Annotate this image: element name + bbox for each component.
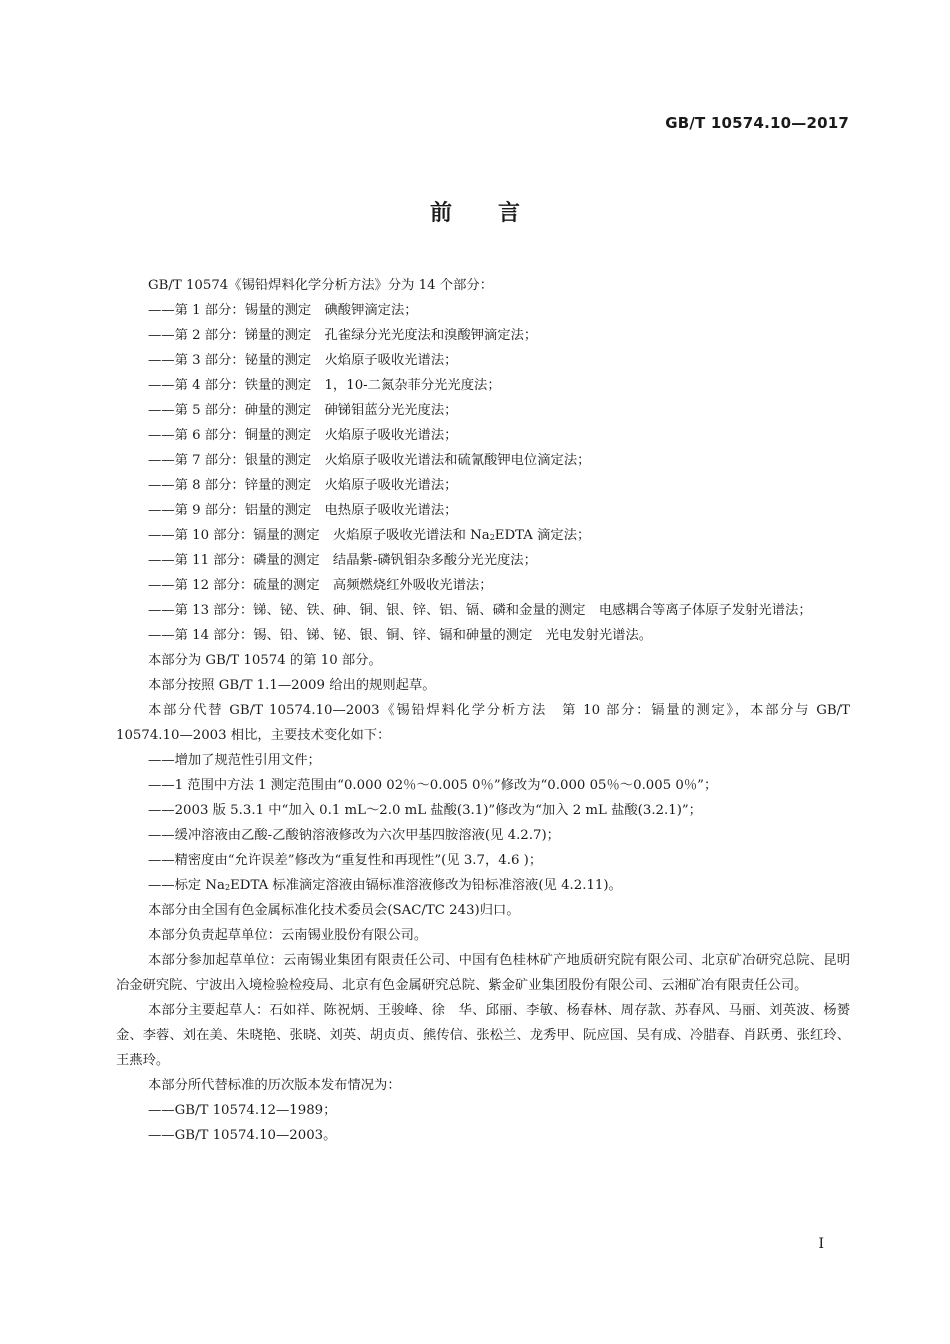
change-item-6: [116, 873, 850, 898]
part-item-4: ——第 4 部分：铁量的测定 1，10-二氮杂菲分光光度法；: [148, 378, 501, 393]
page-number: I: [818, 1236, 824, 1252]
change-item-5: ——精密度由“允许误差”修改为“重复性和再现性”(见 3.7，4.6 )；: [148, 853, 543, 868]
lead-unit-paragraph: 本部分负责起草单位：云南锡业股份有限公司。: [148, 928, 428, 943]
drafters-paragraph: 本部分主要起草人：石如祥、陈祝炳、王骏峰、徐 华、邱丽、李敏、杨春林、周存款、苏春风、马丽、刘英波、杨赟金、李蓉、刘在美、朱晓艳、张晓、刘英、胡贞贞、熊传信、张松兰、龙秀甲、阮应国、吴有成、冷腊春、肖跃勇、张红玲、王燕玲。: [116, 1003, 850, 1068]
part-item-1: ——第 1 部分：锡量的测定 碘酸钾滴定法；: [148, 303, 418, 318]
history-item-1: ——GB/T 10574.12—1989；: [148, 1103, 337, 1118]
standard-code: GB/T 10574.10—2017: [665, 114, 849, 132]
change-6-subscript: 2: [224, 883, 231, 892]
part-10-subscript: 2: [489, 533, 495, 542]
part-item-8: ——第 8 部分：锌量的测定 火焰原子吸收光谱法；: [148, 478, 458, 493]
history-paragraph: 本部分所代替标准的历次版本发布情况为：: [148, 1078, 401, 1093]
change-item-2: ——1 范围中方法 1 测定范围由“0.000 02％～0.005 0％”修改为“0.000 05％～0.005 0％”；: [148, 778, 718, 793]
page-title: 前言: [429, 201, 566, 226]
part-item-14: ——第 14 部分：锡、铅、锑、铋、银、铜、锌、镉和砷量的测定 光电发射光谱法。: [148, 628, 653, 643]
part-item-12: ——第 12 部分：硫量的测定 高频燃烧红外吸收光谱法；: [148, 578, 493, 593]
part-item-9: ——第 9 部分：铝量的测定 电热原子吸收光谱法；: [148, 503, 458, 518]
part-item-3: ——第 3 部分：铋量的测定 火焰原子吸收光谱法；: [148, 353, 458, 368]
participating-units-paragraph: 本部分参加起草单位：云南锡业集团有限责任公司、中国有色桂林矿产地质研究院有限公司、北京矿冶研究总院、昆明冶金研究院、宁波出入境检验检疫局、北京有色金属研究总院、紫金矿业集团股份有限公司、云湘矿冶有限责任公司。: [116, 953, 850, 993]
part-item-13: ——第 13 部分：锑、铋、铁、砷、铜、银、锌、铝、镉、磷和金量的测定 电感耦合等离子体原子发射光谱法；: [148, 603, 812, 618]
part-item-5: ——第 5 部分：砷量的测定 砷锑钼蓝分光光度法；: [148, 403, 458, 418]
part-item-7: ——第 7 部分：银量的测定 火焰原子吸收光谱法和硫氰酸钾电位滴定法；: [148, 453, 591, 468]
this-part-paragraph: 本部分为 GB/T 10574 的第 10 部分。: [148, 653, 382, 668]
replace-paragraph: 本部分代替 GB/T 10574.10—2003《锡铅焊料化学分析方法 第 10 部分：镉量的测定》，本部分与 GB/T 10574.10—2003 相比，主要技术变化如下：: [116, 703, 850, 743]
change-6-text-before: ——标定 Na: [148, 878, 225, 893]
part-item-2: ——第 2 部分：锑量的测定 孔雀绿分光光度法和溴酸钾滴定法；: [148, 328, 538, 343]
history-item-2: ——GB/T 10574.10—2003。: [148, 1128, 337, 1143]
part-item-10: [116, 523, 850, 548]
change-6-text-after: EDTA 标准滴定溶液由镉标准溶液修改为铅标准溶液(见 4.2.11)。: [230, 878, 622, 893]
change-item-3: ——2003 版 5.3.1 中“加入 0.1 mL～2.0 mL 盐酸(3.1)”修改为“加入 2 mL 盐酸(3.2.1)”；: [148, 803, 702, 818]
part-10-text-before: ——第 10 部分：镉量的测定 火焰原子吸收光谱法和 Na: [148, 528, 490, 543]
change-item-4: ——缓冲溶液由乙酸-乙酸钠溶液修改为六次甲基四胺溶液(见 4.2.7)；: [148, 828, 560, 843]
change-item-1: ——增加了规范性引用文件；: [148, 753, 321, 768]
part-10-text-after: EDTA 滴定法；: [494, 528, 591, 543]
part-item-11: ——第 11 部分：磷量的测定 结晶紫-磷钒钼杂多酸分光光度法；: [148, 553, 537, 568]
document-body: [116, 273, 850, 1148]
intro-paragraph: GB/T 10574《锡铅焊料化学分析方法》分为 14 个部分：: [148, 278, 493, 293]
part-item-6: ——第 6 部分：铜量的测定 火焰原子吸收光谱法；: [148, 428, 458, 443]
rules-paragraph: 本部分按照 GB/T 1.1—2009 给出的规则起草。: [148, 678, 436, 693]
committee-paragraph: 本部分由全国有色金属标准化技术委员会(SAC/TC 243)归口。: [148, 903, 520, 918]
